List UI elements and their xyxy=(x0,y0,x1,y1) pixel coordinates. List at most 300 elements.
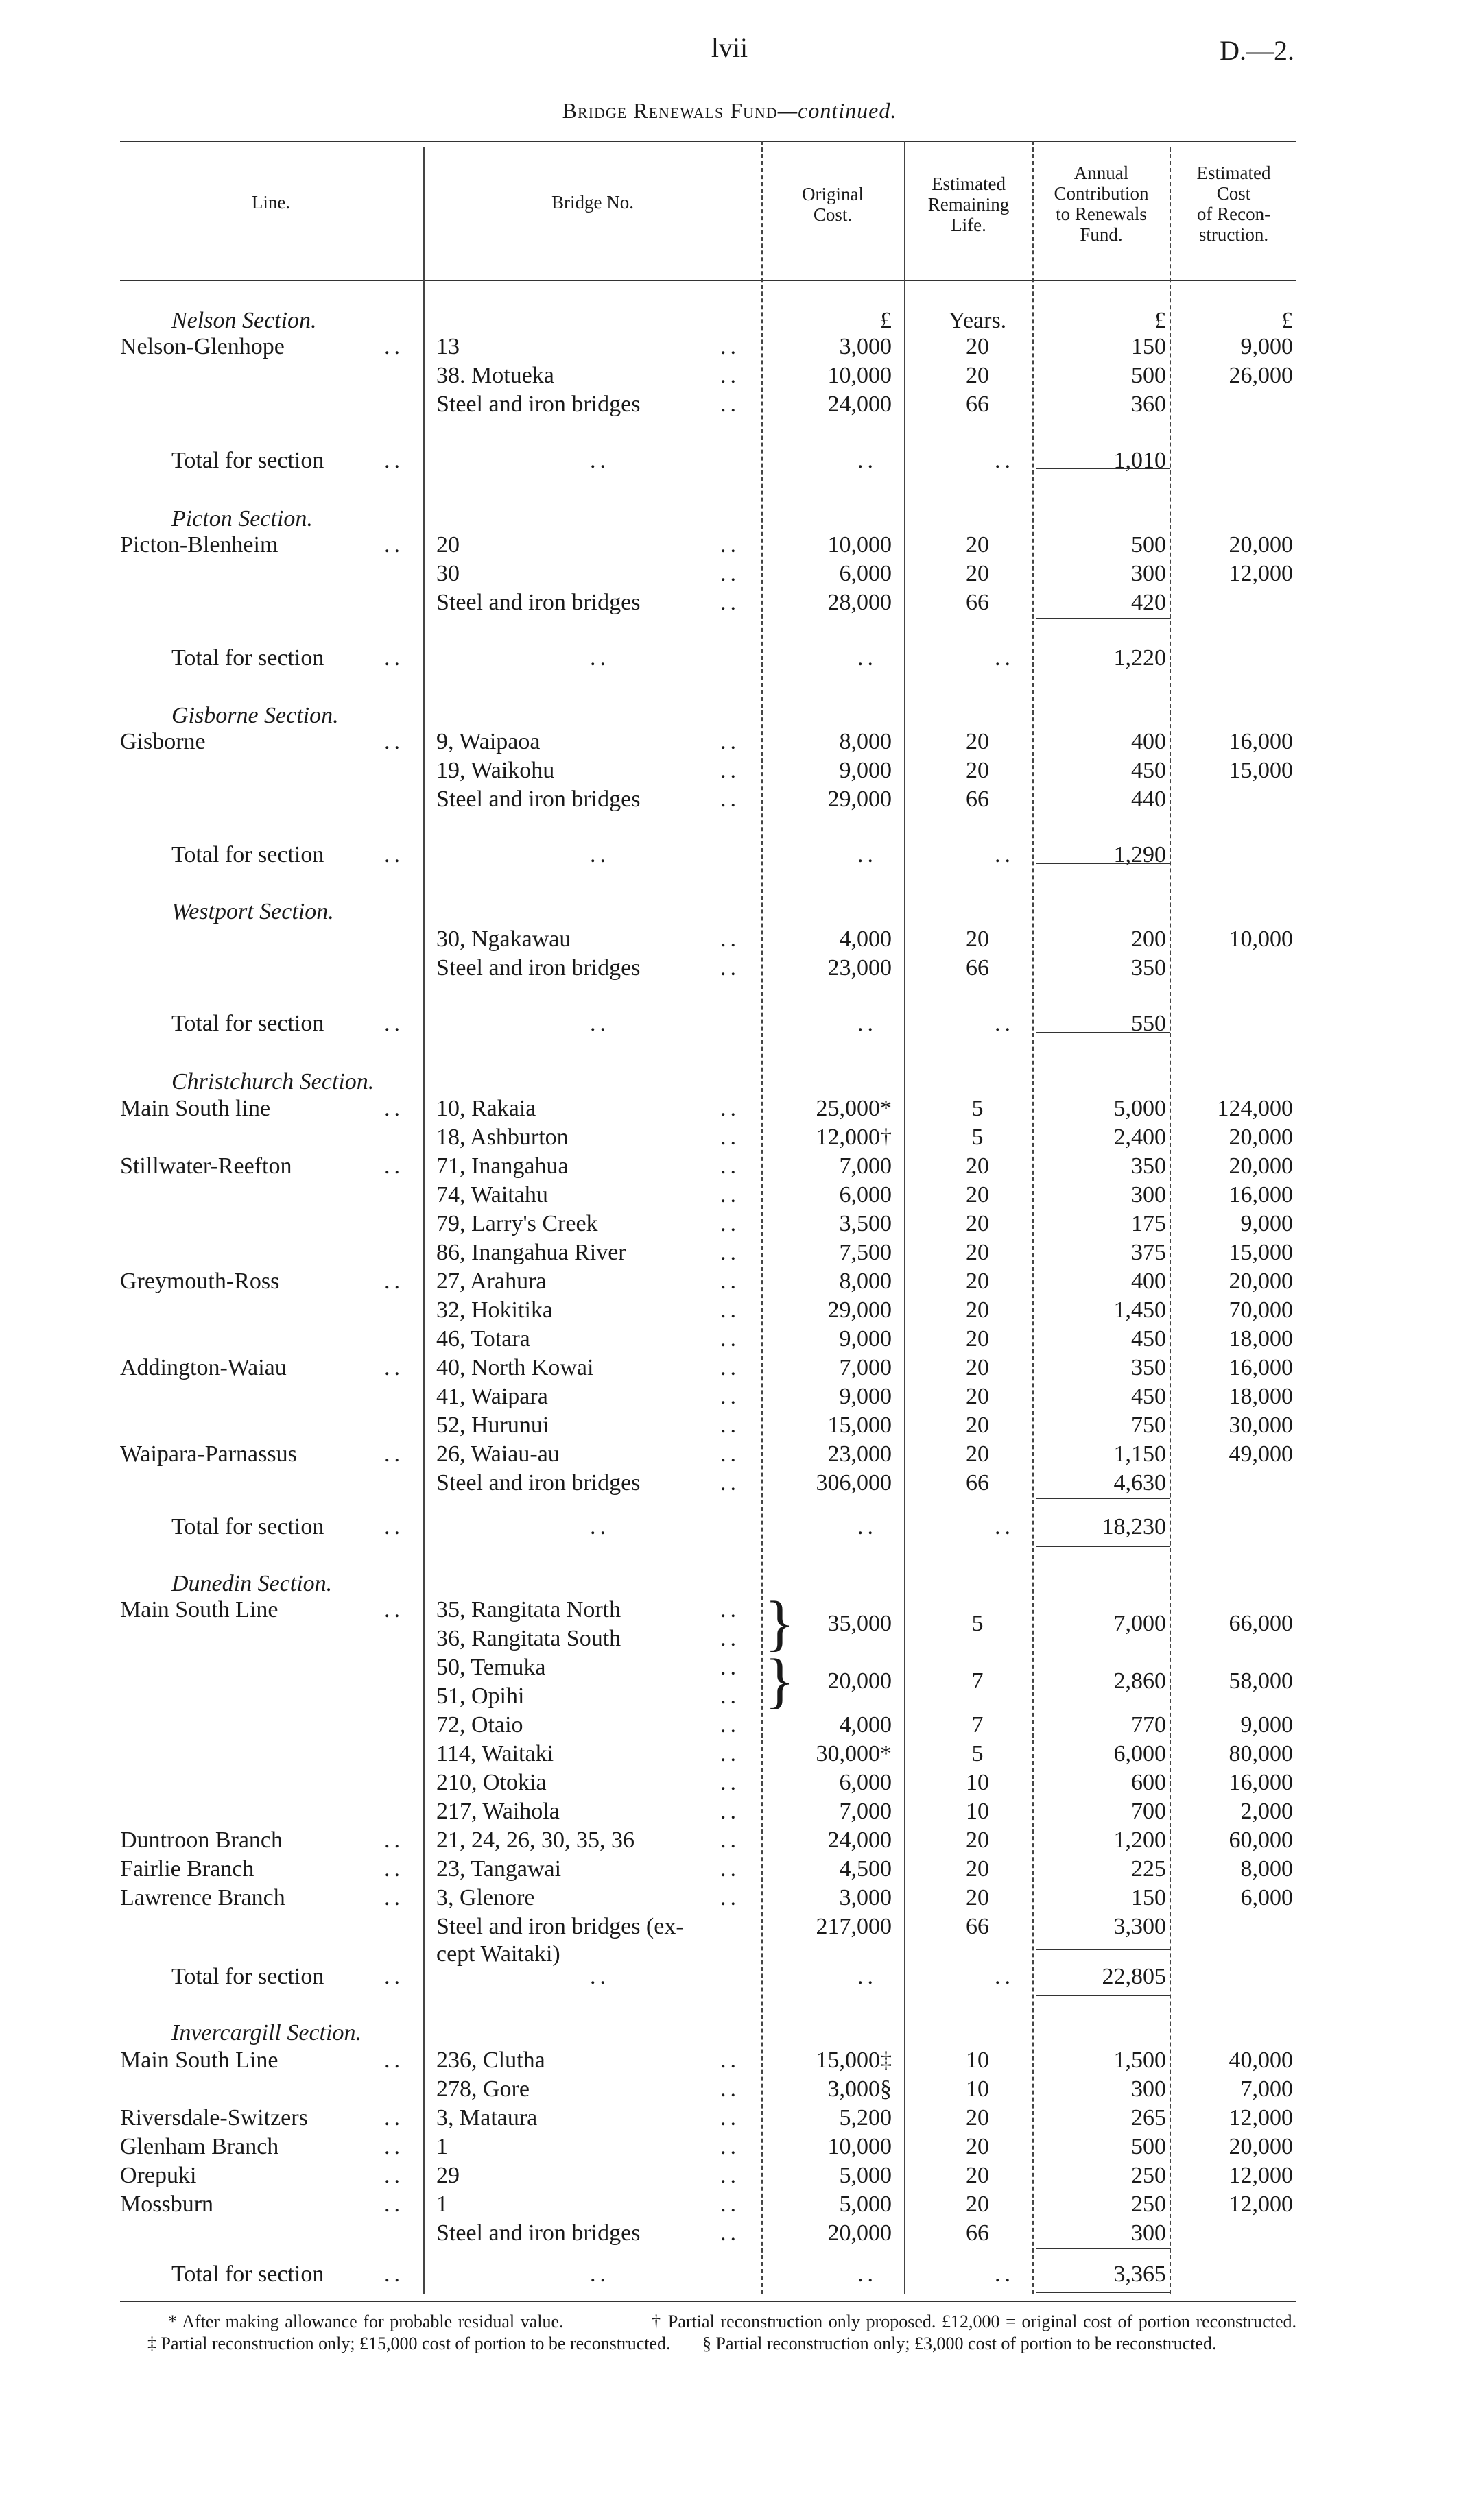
footnote-ddagger: ‡ Partial reconstruction only; £15,000 cost of portion to be reconstructed. xyxy=(147,2333,671,2353)
table-row xyxy=(0,1181,1459,1209)
table-row xyxy=(0,2191,1459,2218)
table-row xyxy=(0,1268,1459,1295)
row-annual: 400 xyxy=(1131,1269,1166,1294)
section-title xyxy=(0,1570,1459,1598)
table-row xyxy=(0,560,1459,588)
group-annual: 2,860 xyxy=(1113,1668,1166,1694)
table-row xyxy=(0,2220,1459,2247)
row-annual: 150 xyxy=(1131,1885,1166,1910)
row-dots: .. xyxy=(720,1297,740,1323)
row-recon: 20,000 xyxy=(1229,1125,1293,1150)
total-dots: .. xyxy=(995,1514,1015,1539)
total-dots: .. xyxy=(590,448,610,473)
section-total-row xyxy=(0,1513,1459,1541)
row-bridge: 36, Rangitata South xyxy=(436,1626,621,1651)
row-dots: .. xyxy=(720,392,740,417)
row-line: Gisborne xyxy=(120,729,206,754)
row-dots: .. xyxy=(384,1827,404,1853)
row-recon: 9,000 xyxy=(1240,1211,1293,1236)
section-total-row xyxy=(0,1010,1459,1037)
row-dots: .. xyxy=(720,1856,740,1882)
row-annual: 4,630 xyxy=(1113,1470,1166,1496)
row-dots: .. xyxy=(720,1597,740,1622)
row-dots: .. xyxy=(720,1799,740,1824)
row-annual: 175 xyxy=(1131,1211,1166,1236)
row-original: 9,000 xyxy=(839,758,892,783)
section-title-text: Dunedin Section. xyxy=(171,1571,333,1596)
row-years: 20 xyxy=(966,1211,989,1236)
row-years: 5 xyxy=(971,1096,984,1121)
row-original: 12,000† xyxy=(816,1125,892,1150)
row-annual: 770 xyxy=(1131,1712,1166,1738)
row-original: 5,200 xyxy=(839,2105,892,2131)
row-original: 25,000* xyxy=(816,1096,892,1121)
group-brace-icon: } xyxy=(765,1589,795,1657)
section-title xyxy=(0,307,1459,335)
row-dots: .. xyxy=(384,2163,404,2188)
row-original: 6,000 xyxy=(839,1182,892,1208)
table-row xyxy=(0,1354,1459,1382)
row-original: 5,000 xyxy=(839,2163,892,2188)
row-line: Stillwater-Reefton xyxy=(120,1153,292,1179)
row-years: 20 xyxy=(966,1856,989,1882)
row-recon: 20,000 xyxy=(1229,2134,1293,2159)
table-row xyxy=(0,757,1459,784)
total-dots: .. xyxy=(590,842,610,867)
row-bridge: 20 xyxy=(436,532,460,557)
row-annual: 440 xyxy=(1131,787,1166,812)
row-dots: .. xyxy=(384,2105,404,2131)
row-years: 66 xyxy=(966,1470,989,1496)
row-original: 10,000 xyxy=(827,363,892,388)
total-dots: .. xyxy=(995,2261,1015,2287)
row-recon: 80,000 xyxy=(1229,1741,1293,1766)
row-recon: 12,000 xyxy=(1229,561,1293,586)
row-dots: .. xyxy=(384,334,404,359)
row-dots: .. xyxy=(720,1182,740,1208)
row-dots: .. xyxy=(384,2192,404,2217)
section-total-row xyxy=(0,645,1459,672)
row-recon: 18,000 xyxy=(1229,1384,1293,1409)
row-dots: .. xyxy=(720,532,740,557)
unit-years: Years. xyxy=(948,308,1007,333)
row-original: 15,000 xyxy=(827,1413,892,1438)
table-row xyxy=(0,1856,1459,1883)
row-recon: 70,000 xyxy=(1229,1297,1293,1323)
row-recon: 18,000 xyxy=(1229,1326,1293,1352)
table-title xyxy=(0,98,1459,123)
section-total: 22,805 xyxy=(1102,1964,1166,1989)
row-original: 7,500 xyxy=(839,1240,892,1265)
section-total: 550 xyxy=(1131,1011,1166,1036)
row-line: Mossburn xyxy=(120,2192,214,2217)
row-dots: .. xyxy=(720,2220,740,2246)
unit-annual: £ xyxy=(1154,308,1166,333)
row-bridge: Steel and iron bridges xyxy=(436,590,641,615)
total-rule xyxy=(1036,1546,1170,1547)
row-years: 20 xyxy=(966,1384,989,1409)
total-dots: .. xyxy=(384,842,404,867)
row-years: 66 xyxy=(966,2220,989,2246)
row-annual: 420 xyxy=(1131,590,1166,615)
row-bridge: Steel and iron bridges xyxy=(436,955,641,981)
header-remaining xyxy=(905,173,1032,235)
row-recon: 10,000 xyxy=(1229,926,1293,952)
row-line: Waipara-Parnassus xyxy=(120,1441,297,1467)
row-annual: 300 xyxy=(1131,1182,1166,1208)
total-dots: .. xyxy=(857,842,877,867)
row-dots: .. xyxy=(384,1096,404,1121)
row-dots: .. xyxy=(720,561,740,586)
row-annual: 350 xyxy=(1131,955,1166,981)
row-years: 20 xyxy=(966,2134,989,2159)
row-bridge: 236, Clutha xyxy=(436,2048,545,2073)
total-label: Total for section xyxy=(171,645,324,671)
row-dots: .. xyxy=(720,1441,740,1467)
footnote-star: * After making allowance for probable residual value. xyxy=(168,2312,564,2331)
total-dots: .. xyxy=(857,645,877,671)
row-recon: 20,000 xyxy=(1229,1269,1293,1294)
total-dots: .. xyxy=(857,448,877,473)
row-years: 20 xyxy=(966,729,989,754)
header-annual-line: Contribution xyxy=(1054,183,1149,204)
section-title-text: Picton Section. xyxy=(171,506,313,531)
row-bridge: 21, 24, 26, 30, 35, 36 xyxy=(436,1827,634,1853)
row-annual: 1,450 xyxy=(1113,1297,1166,1323)
section-total: 1,010 xyxy=(1113,448,1166,473)
row-annual: 1,150 xyxy=(1113,1441,1166,1467)
table-row xyxy=(0,2104,1459,2132)
table-row xyxy=(0,1769,1459,1797)
row-original: 24,000 xyxy=(827,1827,892,1853)
row-dots: .. xyxy=(720,1125,740,1150)
row-recon: 16,000 xyxy=(1229,1355,1293,1380)
table-row xyxy=(0,2047,1459,2074)
total-dots: .. xyxy=(384,1514,404,1539)
row-bridge: 29 xyxy=(436,2163,460,2188)
row-annual: 450 xyxy=(1131,758,1166,783)
total-dots: .. xyxy=(857,1514,877,1539)
total-dots: .. xyxy=(995,1964,1015,1989)
total-dots: .. xyxy=(384,1964,404,1989)
row-dots: .. xyxy=(384,2048,404,2073)
row-years: 20 xyxy=(966,1297,989,1323)
row-years: 10 xyxy=(966,1799,989,1824)
table-row xyxy=(0,2162,1459,2189)
footnote-section: § Partial reconstruction only; £3,000 cost of portion to be reconstructed. xyxy=(702,2333,1217,2353)
total-dots: .. xyxy=(590,1514,610,1539)
row-years: 5 xyxy=(971,1741,984,1766)
row-recon: 12,000 xyxy=(1229,2163,1293,2188)
row-bridge: 3, Mataura xyxy=(436,2105,538,2131)
row-annual: 6,000 xyxy=(1113,1741,1166,1766)
row-years: 66 xyxy=(966,787,989,812)
row-bridge: 51, Opihi xyxy=(436,1683,525,1709)
row-original: 10,000 xyxy=(827,532,892,557)
row-dots: .. xyxy=(720,1741,740,1766)
row-bridge: 38. Motueka xyxy=(436,363,554,388)
section-title xyxy=(0,505,1459,533)
total-dots: .. xyxy=(995,1011,1015,1036)
table-row xyxy=(0,1297,1459,1324)
table-row xyxy=(0,333,1459,361)
row-original: 9,000 xyxy=(839,1384,892,1409)
row-original: 10,000 xyxy=(827,2134,892,2159)
section-title-text: Christchurch Section. xyxy=(171,1069,375,1094)
page-number: lvii xyxy=(711,32,748,63)
row-bridge: 1 xyxy=(436,2134,448,2159)
table-row xyxy=(0,531,1459,559)
row-annual: 1,200 xyxy=(1113,1827,1166,1853)
total-label: Total for section xyxy=(171,842,324,867)
row-dots: .. xyxy=(720,1712,740,1738)
row-dots: .. xyxy=(384,2134,404,2159)
table-row xyxy=(0,1441,1459,1468)
row-years: 10 xyxy=(966,1770,989,1795)
row-original: 4,500 xyxy=(839,1856,892,1882)
header-annual-line: Fund. xyxy=(1080,224,1123,245)
row-recon: 15,000 xyxy=(1229,1240,1293,1265)
row-bridge: 72, Otaio xyxy=(436,1712,523,1738)
row-bridge: 32, Hokitika xyxy=(436,1297,553,1323)
row-years: 66 xyxy=(966,392,989,417)
section-total-row xyxy=(0,841,1459,869)
row-original: 28,000 xyxy=(827,590,892,615)
row-bridge: 40, North Kowai xyxy=(436,1355,594,1380)
row-recon: 124,000 xyxy=(1217,1096,1293,1121)
row-original: 306,000 xyxy=(816,1470,892,1496)
total-dots: .. xyxy=(384,645,404,671)
section-title-text: Nelson Section. xyxy=(171,308,317,333)
row-years: 10 xyxy=(966,2076,989,2102)
section-title xyxy=(0,898,1459,926)
header-recon-line: struction. xyxy=(1198,224,1269,245)
row-line: Glenham Branch xyxy=(120,2134,279,2159)
section-title xyxy=(0,2019,1459,2047)
table-row xyxy=(0,1712,1459,1739)
row-dots: .. xyxy=(720,758,740,783)
row-dots: .. xyxy=(720,2105,740,2131)
row-years: 66 xyxy=(966,955,989,981)
group-recon: 66,000 xyxy=(1229,1611,1293,1636)
total-rule xyxy=(1036,1498,1170,1499)
row-annual: 265 xyxy=(1131,2105,1166,2131)
row-annual: 350 xyxy=(1131,1153,1166,1179)
row-bridge: 10, Rakaia xyxy=(436,1096,536,1121)
row-recon: 9,000 xyxy=(1240,1712,1293,1738)
group-recon: 58,000 xyxy=(1229,1668,1293,1694)
total-dots: .. xyxy=(384,1011,404,1036)
row-recon: 40,000 xyxy=(1229,2048,1293,2073)
row-recon: 60,000 xyxy=(1229,1827,1293,1853)
header-recon xyxy=(1171,163,1296,245)
row-original: 29,000 xyxy=(827,1297,892,1323)
total-rule xyxy=(1036,468,1170,469)
row-dots: .. xyxy=(720,1655,740,1680)
row-bridge: Steel and iron bridges xyxy=(436,392,641,417)
row-bridge: 210, Otokia xyxy=(436,1770,547,1795)
table-row xyxy=(0,1469,1459,1497)
row-bridge: 41, Waipara xyxy=(436,1384,548,1409)
row-annual: 5,000 xyxy=(1113,1096,1166,1121)
row-line: Lawrence Branch xyxy=(120,1885,285,1910)
total-label: Total for section xyxy=(171,1514,324,1539)
row-annual: 2,400 xyxy=(1113,1125,1166,1150)
section-title-text: Gisborne Section. xyxy=(171,703,339,728)
row-annual: 400 xyxy=(1131,729,1166,754)
row-years: 20 xyxy=(966,1885,989,1910)
row-bridge: 9, Waipaoa xyxy=(436,729,541,754)
row-dots: .. xyxy=(720,2163,740,2188)
row-bridge: Steel and iron bridges (ex- xyxy=(436,1914,684,1939)
group-original: 35,000 xyxy=(827,1611,892,1636)
table-row xyxy=(0,1884,1459,1912)
row-annual: 360 xyxy=(1131,392,1166,417)
row-original: 3,000 xyxy=(839,1885,892,1910)
row-dots: .. xyxy=(720,2134,740,2159)
row-dots: .. xyxy=(720,729,740,754)
row-dots: .. xyxy=(384,729,404,754)
total-dots: .. xyxy=(995,842,1015,867)
row-dots: .. xyxy=(384,1269,404,1294)
total-dots: .. xyxy=(384,2261,404,2287)
row-dots: .. xyxy=(384,1885,404,1910)
header-bottom-rule xyxy=(120,280,1296,281)
row-bridge: Steel and iron bridges xyxy=(436,787,641,812)
row-dots: .. xyxy=(720,1153,740,1179)
row-dots: .. xyxy=(720,1384,740,1409)
row-dots: .. xyxy=(720,1626,740,1651)
row-years: 20 xyxy=(966,561,989,586)
row-bridge: 46, Totara xyxy=(436,1326,530,1352)
row-original: 23,000 xyxy=(827,1441,892,1467)
group-years: 5 xyxy=(971,1611,984,1636)
row-years: 20 xyxy=(966,363,989,388)
row-bridge: 18, Ashburton xyxy=(436,1125,569,1150)
section-total-row xyxy=(0,1963,1459,1991)
row-original: 29,000 xyxy=(827,787,892,812)
total-rule xyxy=(1036,1949,1170,1950)
row-original: 30,000* xyxy=(816,1741,892,1766)
header-annual-line: Annual xyxy=(1074,163,1129,183)
row-dots: .. xyxy=(720,1770,740,1795)
table-row xyxy=(0,1095,1459,1123)
row-recon: 12,000 xyxy=(1229,2192,1293,2217)
row-dots: .. xyxy=(720,2048,740,2073)
row-years: 20 xyxy=(966,532,989,557)
footnote-dagger: † Partial reconstruction only proposed. £12,000 = original cost of portion reconstructed. xyxy=(652,2312,1296,2331)
header-bridge: Bridge No. xyxy=(551,192,634,213)
row-years: 20 xyxy=(966,1355,989,1380)
table-row xyxy=(0,391,1459,418)
header-original-line: Cost. xyxy=(813,204,853,225)
row-annual: 300 xyxy=(1131,2220,1166,2246)
row-bridge: Steel and iron bridges xyxy=(436,1470,641,1496)
header-recon-line: Cost xyxy=(1216,183,1251,204)
table-row xyxy=(0,1412,1459,1439)
row-bridge: cept Waitaki) xyxy=(436,1941,560,1967)
footer-rule xyxy=(120,2301,1296,2302)
row-dots: .. xyxy=(720,1413,740,1438)
row-bridge: 26, Waiau-au xyxy=(436,1441,560,1467)
row-dots: .. xyxy=(720,363,740,388)
row-annual: 225 xyxy=(1131,1856,1166,1882)
row-annual: 250 xyxy=(1131,2192,1166,2217)
row-years: 20 xyxy=(966,1413,989,1438)
row-line: Duntroon Branch xyxy=(120,1827,283,1853)
row-dots: .. xyxy=(720,1326,740,1352)
header-remaining-line: Remaining xyxy=(927,194,1010,215)
table-row xyxy=(0,728,1459,756)
row-dots: .. xyxy=(720,1885,740,1910)
row-years: 20 xyxy=(966,2163,989,2188)
row-dots: .. xyxy=(384,1856,404,1882)
row-annual: 350 xyxy=(1131,1355,1166,1380)
row-bridge: 217, Waihola xyxy=(436,1799,560,1824)
row-years: 7 xyxy=(971,1712,984,1738)
total-dots: .. xyxy=(590,1011,610,1036)
row-original: 7,000 xyxy=(839,1355,892,1380)
row-annual: 300 xyxy=(1131,2076,1166,2102)
header-annual xyxy=(1034,163,1169,245)
row-dots: .. xyxy=(720,334,740,359)
table-row xyxy=(0,2133,1459,2161)
row-line: Fairlie Branch xyxy=(120,1856,254,1882)
row-annual: 200 xyxy=(1131,926,1166,952)
row-bridge: 79, Larry's Creek xyxy=(436,1211,598,1236)
table-row xyxy=(0,1325,1459,1353)
table-row xyxy=(0,1210,1459,1238)
row-annual: 300 xyxy=(1131,561,1166,586)
section-total-row xyxy=(0,447,1459,475)
table-row xyxy=(0,1798,1459,1825)
row-bridge: 52, Hurunui xyxy=(436,1413,549,1438)
table-row xyxy=(0,1153,1459,1180)
row-line: Addington-Waiau xyxy=(120,1355,287,1380)
total-label: Total for section xyxy=(171,2261,324,2287)
row-recon: 16,000 xyxy=(1229,1182,1293,1208)
row-original: 6,000 xyxy=(839,1770,892,1795)
section-total: 1,290 xyxy=(1113,842,1166,867)
row-original: 3,000§ xyxy=(827,2076,892,2102)
row-original: 4,000 xyxy=(839,926,892,952)
total-rule xyxy=(1036,863,1170,864)
table-row xyxy=(0,955,1459,982)
row-years: 10 xyxy=(966,2048,989,2073)
row-annual: 450 xyxy=(1131,1384,1166,1409)
row-original: 3,500 xyxy=(839,1211,892,1236)
row-annual: 500 xyxy=(1131,532,1166,557)
total-dots: .. xyxy=(995,448,1015,473)
document-reference: D.—2. xyxy=(1220,35,1294,66)
table-row xyxy=(0,786,1459,813)
group-annual: 7,000 xyxy=(1113,1611,1166,1636)
row-years: 20 xyxy=(966,1326,989,1352)
group-brace-icon: } xyxy=(765,1647,795,1715)
row-recon: 2,000 xyxy=(1240,1799,1293,1824)
row-bridge: 1 xyxy=(436,2192,448,2217)
row-dots: .. xyxy=(384,1597,404,1622)
total-dots: .. xyxy=(857,1011,877,1036)
row-years: 66 xyxy=(966,590,989,615)
row-dots: .. xyxy=(720,1096,740,1121)
row-recon: 30,000 xyxy=(1229,1413,1293,1438)
row-annual: 500 xyxy=(1131,2134,1166,2159)
row-annual: 1,500 xyxy=(1113,2048,1166,2073)
row-years: 20 xyxy=(966,2192,989,2217)
row-bridge: 71, Inangahua xyxy=(436,1153,569,1179)
row-annual: 250 xyxy=(1131,2163,1166,2188)
